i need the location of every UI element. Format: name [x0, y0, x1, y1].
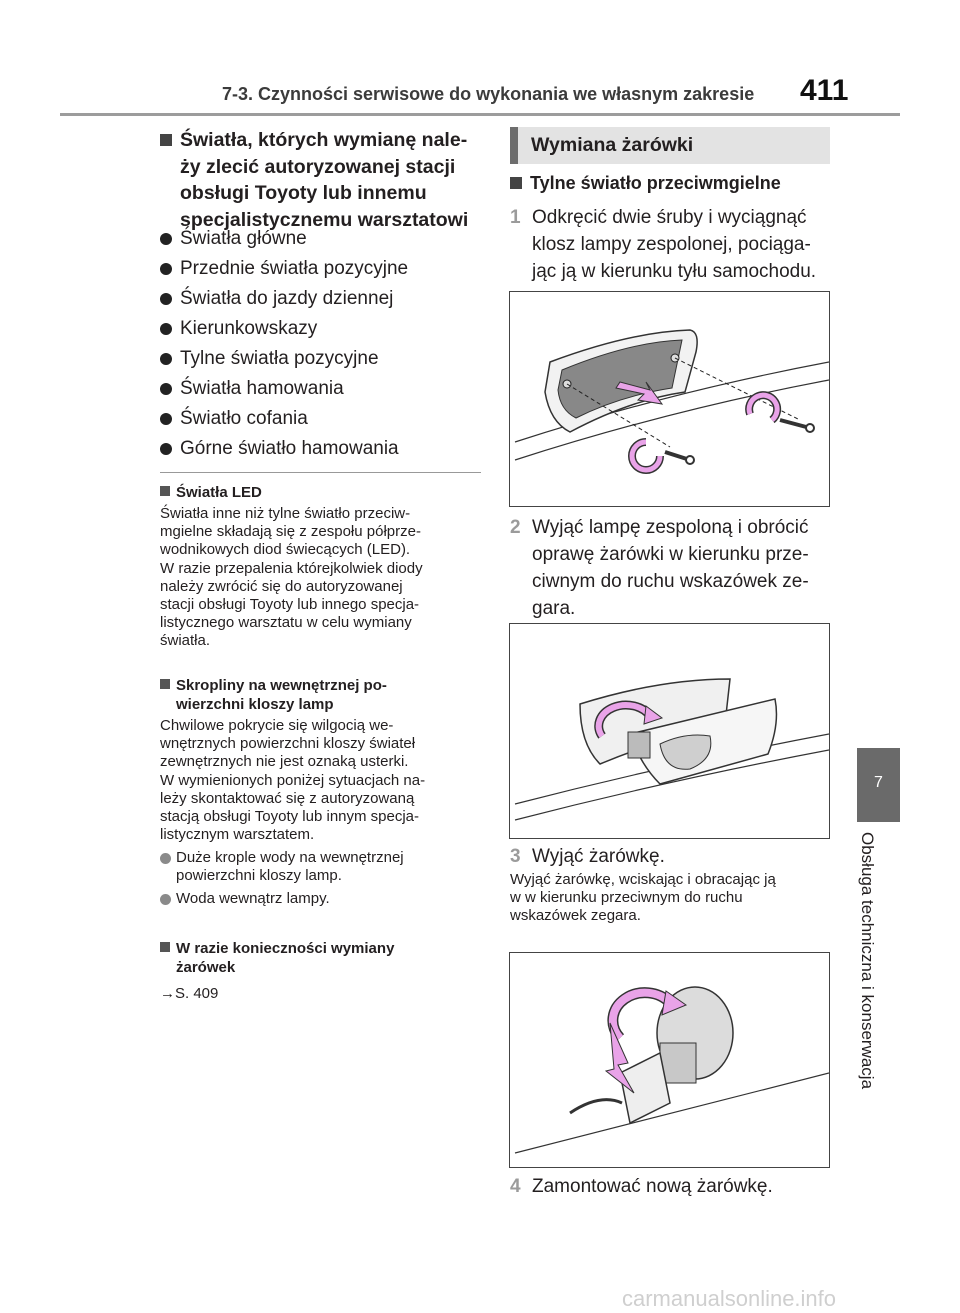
round-bullet-icon [160, 263, 172, 275]
step-text: Wyjąć żarówkę. [532, 846, 665, 867]
round-bullet-icon [160, 353, 172, 365]
round-bullet-icon [160, 233, 172, 245]
list-item: Światła do jazdy dziennej [160, 286, 408, 316]
step-text: Odkręcić dwie śruby i wyciągnąć klosz lampy zespolonej, pociąga- jąc ją w kierunku tyłu samochodu. [532, 207, 817, 282]
banner-accent-bar [510, 127, 518, 164]
banner-title: Wymiana żarówki [531, 134, 694, 156]
section-heading [160, 127, 478, 233]
note-body: Chwilowe pokrycie się wilgocią we- wnętrznych powierzchni kloszy świateł zewnętrznych nie jest oznaką usterki. W wymienionych poniżej sytuacjach na- leży skontaktować się z autoryzowaną stacją obsługi Toyoty lub innym specja- listycznym warsztatem. [160, 717, 426, 844]
heading-line: specjalistycznemu warsztatowi [180, 208, 469, 231]
page-reference[interactable]: →S. 409 [160, 985, 219, 1002]
note-led [160, 483, 480, 651]
step-number: 1 [510, 207, 521, 228]
heading-line: obsługi Toyoty lub innemu [180, 182, 427, 204]
step-text: Zamontować nową żarówkę. [532, 1176, 773, 1197]
round-bullet-icon [160, 323, 172, 335]
note-condensation [160, 676, 480, 908]
step-number: 2 [510, 517, 521, 538]
note-title: W razie konieczności wymiany żarówek [160, 939, 480, 977]
list-item: Światła hamowania [160, 376, 408, 406]
square-bullet-icon [160, 679, 170, 689]
list-item: Kierunkowskazy [160, 316, 408, 346]
square-bullet-icon [160, 942, 170, 952]
figure-rotate-socket [509, 623, 830, 839]
round-bullet-icon [160, 894, 171, 905]
header-divider [60, 113, 900, 116]
lamp-screws-illustration [510, 292, 829, 506]
lamp-socket-illustration [510, 624, 829, 838]
round-bullet-icon [160, 383, 172, 395]
chapter-tab: 7 [857, 748, 900, 822]
list-item: Górne światło hamowania [160, 436, 408, 466]
heading-line: Światła, których wymianę nale- [180, 129, 468, 151]
heading-line: ży zlecić autoryzowanej stacji [180, 155, 456, 178]
note-subitem: Woda wewnątrz lampy. [160, 890, 480, 908]
running-header-title: 7-3. Czynności serwisowe do wykonania we własnym zakresie [222, 84, 755, 104]
list-item: Światło cofania [160, 406, 408, 436]
square-bullet-icon [160, 134, 172, 146]
list-item: Światła główne [160, 226, 408, 256]
note-bulbs [160, 939, 480, 1003]
list-item: Tylne światła pozycyjne [160, 346, 408, 376]
step-3 [510, 843, 832, 870]
round-bullet-icon [160, 853, 171, 864]
round-bullet-icon [160, 443, 172, 455]
bulb-removal-illustration [510, 953, 829, 1167]
figure-remove-screws [509, 291, 830, 507]
step-note: Wyjąć żarówkę, wciskając i obracając ją w w kierunku przeciwnym do ruchu wskazówek zegara. [510, 871, 776, 924]
step-number: 3 [510, 846, 521, 867]
section-banner [510, 127, 830, 164]
step-text: Wyjąć lampę zespoloną i obrócić oprawę żarówki w kierunku prze- ciwnym do ruchu wskazówek ze- gara. [532, 517, 809, 619]
subheading: Tylne światło przeciwmgielne [510, 173, 781, 194]
round-bullet-icon [160, 293, 172, 305]
page-number: 411 [800, 74, 849, 107]
note-title: Światła LED [160, 483, 480, 502]
round-bullet-icon [160, 413, 172, 425]
step-1 [510, 204, 832, 285]
list-item: Przednie światła pozycyjne [160, 256, 408, 286]
step-number: 4 [510, 1176, 521, 1197]
square-bullet-icon [510, 177, 522, 189]
step-2 [510, 514, 832, 622]
step-4 [510, 1173, 832, 1200]
chapter-side-label: Obsługa techniczna i konserwacja [858, 832, 877, 1090]
notes-divider [160, 472, 481, 473]
watermark: carmanualsonline.info [622, 1286, 837, 1311]
note-body: Światła inne niż tylne światło przeciw- mgielne składają się z zespołu półprze- wodnikowych diod świecących (LED). W razie przepalenia którejkolwiek diody należy zwrócić się do autoryzowanej stacji obsługi Toyoty lub innego specja- listycznego warsztatu w celu wymiany światła. [160, 505, 423, 650]
note-subitem: Duże krople wody na wewnętrznej powierzchni kloszy lamp. [160, 849, 480, 885]
figure-remove-bulb [509, 952, 830, 1168]
square-bullet-icon [160, 486, 170, 496]
note-title: Skropliny na wewnętrznej po- wierzchni kloszy lamp [160, 676, 480, 714]
lamp-list [160, 226, 408, 466]
